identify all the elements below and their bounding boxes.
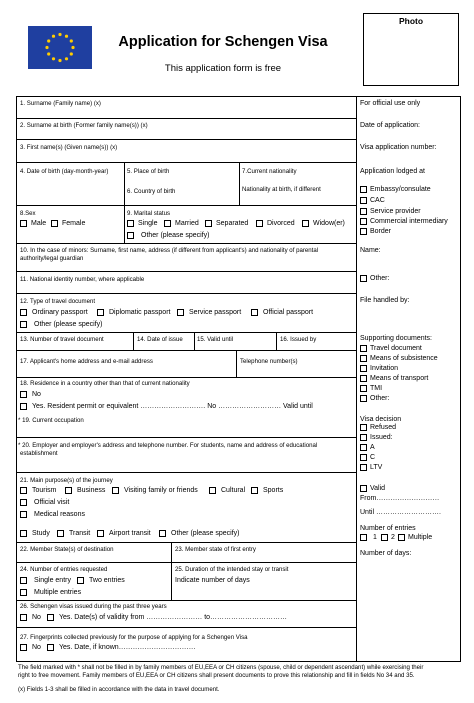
decision-refused-checkbox[interactable] xyxy=(360,424,367,431)
field-8-label: 8.Sex xyxy=(20,210,36,217)
purpose-study-label: Study xyxy=(32,530,50,537)
doc-invitation-label: Invitation xyxy=(370,365,399,372)
lodged-cac-label: CAC xyxy=(370,197,385,204)
lodged-embassy-label: Embassy/consulate xyxy=(370,186,431,193)
valid-from-label: From……………………… xyxy=(360,495,440,502)
passport-ordinary-label: Ordinary passport xyxy=(32,309,88,316)
row-divider xyxy=(16,118,356,119)
cell-divider xyxy=(124,162,125,243)
visas-no-label: No xyxy=(32,614,41,621)
decision-c-label: C xyxy=(370,454,376,461)
row-divider xyxy=(16,243,356,244)
marital-married-checkbox[interactable] xyxy=(164,220,171,227)
marital-divorced-checkbox[interactable] xyxy=(256,220,263,227)
purpose-other-checkbox[interactable] xyxy=(159,530,166,537)
field-23-label: 23. Member state of first entry xyxy=(175,546,256,553)
entries-number-label: Number of entries xyxy=(360,525,416,532)
purpose-airport-checkbox[interactable] xyxy=(97,530,104,537)
field-27-label: 27. Fingerprints collected previously for the purpose of applying for a Schengen Visa xyxy=(20,634,248,641)
decision-a-checkbox[interactable] xyxy=(360,444,367,451)
valid-label: Valid xyxy=(370,485,386,492)
lodged-other-label: Other: xyxy=(370,275,390,282)
visas-yes-checkbox[interactable] xyxy=(47,614,54,621)
purpose-official-checkbox[interactable] xyxy=(20,499,27,506)
doc-travel-label: Travel document xyxy=(370,345,422,352)
marital-married-label: Married xyxy=(175,220,199,227)
field-21-label: 21. Main purpose(s) of the journey xyxy=(20,477,113,484)
passport-service-label: Service passport xyxy=(189,309,242,316)
lodged-cac-checkbox[interactable] xyxy=(360,197,367,204)
passport-diplomatic-checkbox[interactable] xyxy=(97,309,104,316)
footer-note-3: (x) Fields 1-3 shall be filled in accordance with the data in travel document. xyxy=(18,686,220,693)
valid-until-label: Until ………………………. xyxy=(360,509,441,516)
field-17-label: 17. Applicant's home address and e-mail address xyxy=(20,358,153,365)
official-lodged-label: Application lodged at xyxy=(360,168,425,175)
entries-single-checkbox[interactable] xyxy=(20,577,27,584)
number-of-days-label: Number of days: xyxy=(360,550,412,557)
doc-other-checkbox[interactable] xyxy=(360,395,367,402)
field-16-label: 16. Issued by xyxy=(280,336,317,343)
field-12-label: 12. Type of travel document xyxy=(20,298,96,305)
doc-transport-label: Means of transport xyxy=(370,375,429,382)
row-divider xyxy=(16,542,356,543)
photo-label: Photo xyxy=(398,16,424,26)
lodged-border-checkbox[interactable] xyxy=(360,228,367,235)
purpose-medical-label: Medical reasons xyxy=(34,511,85,518)
purpose-tourism-label: Tourism xyxy=(32,487,57,494)
row-divider xyxy=(16,205,356,206)
row-divider xyxy=(16,332,356,333)
marital-single-label: Single xyxy=(138,220,158,227)
field-10-label: 10. In the case of minors: Surname, first name, address (if different from applicant's) and nationality of parental xyxy=(20,247,319,254)
passport-official-label: Official passport xyxy=(263,309,314,316)
lodged-embassy-checkbox[interactable] xyxy=(360,186,367,193)
fingerprints-yes-checkbox[interactable] xyxy=(47,644,54,651)
purpose-business-checkbox[interactable] xyxy=(65,487,72,494)
marital-widow-checkbox[interactable] xyxy=(302,220,309,227)
cell-divider xyxy=(239,162,240,205)
decision-a-label: A xyxy=(370,444,375,451)
field-9-label: 9. Marital status xyxy=(127,210,171,217)
field-4-label: 4. Date of birth (day-month-year) xyxy=(20,168,109,175)
field-26-label: 26. Schengen visas issued during the past three years xyxy=(20,603,167,610)
marital-other-label: Other (please specify) xyxy=(141,232,210,239)
purpose-sports-label: Sports xyxy=(263,487,284,494)
doc-other-label: Other: xyxy=(370,395,390,402)
entries-1-label: 1 xyxy=(373,534,377,541)
field-22-label: 22. Member State(s) of destination xyxy=(20,546,114,553)
marital-separated-label: Separated xyxy=(216,220,249,227)
cell-divider xyxy=(194,332,195,350)
supporting-docs-label: Supporting documents: xyxy=(360,335,432,342)
field-7b-label: Nationality at birth, if different xyxy=(242,186,321,193)
doc-subsistence-checkbox[interactable] xyxy=(360,355,367,362)
doc-transport-checkbox[interactable] xyxy=(360,375,367,382)
entries-1-checkbox[interactable] xyxy=(360,534,367,541)
cell-divider xyxy=(133,332,134,350)
row-divider xyxy=(16,162,356,163)
footer-note-1: The field marked with * shall not be filled in by family members of EU,EEA or CH citizens (spouse, child or dependent ascendant) while exercising their xyxy=(18,664,424,671)
purpose-medical-checkbox[interactable] xyxy=(20,511,27,518)
marital-widow-label: Widow(er) xyxy=(313,220,345,227)
field-14-label: 14. Date of issue xyxy=(137,336,183,343)
purpose-other-label: Other (please specify) xyxy=(171,530,240,537)
cell-divider xyxy=(236,350,237,377)
field-20-label: * 20. Employer and employer's address and telephone number. For students, name and address of educational xyxy=(18,442,318,449)
row-divider xyxy=(16,600,356,601)
row-divider xyxy=(16,437,356,438)
lodged-other-checkbox[interactable] xyxy=(360,275,367,282)
purpose-cultural-checkbox[interactable] xyxy=(209,487,216,494)
decision-c-checkbox[interactable] xyxy=(360,454,367,461)
doc-tmi-checkbox[interactable] xyxy=(360,385,367,392)
marital-separated-checkbox[interactable] xyxy=(205,220,212,227)
field-20-label-cont: establishment xyxy=(20,450,58,457)
official-visa-number-label: Visa application number: xyxy=(360,144,437,151)
row-divider xyxy=(16,627,356,628)
eu-flag-icon xyxy=(28,26,92,69)
fingerprints-yes-label: Yes. Date, if known…………………………… xyxy=(59,644,196,651)
purpose-cultural-label: Cultural xyxy=(221,487,246,494)
residence-yes-checkbox[interactable] xyxy=(20,403,27,410)
lodged-border-label: Border xyxy=(370,228,392,235)
sex-male-label: Male xyxy=(31,220,47,227)
entries-two-checkbox[interactable] xyxy=(77,577,84,584)
decision-issued-label: Issued: xyxy=(370,434,393,441)
row-divider xyxy=(16,562,356,563)
residence-no-label: No xyxy=(32,391,41,398)
entries-two-label: Two entries xyxy=(89,577,125,584)
field-11-label: 11. National identity number, where applicable xyxy=(20,276,145,283)
decision-issued-checkbox[interactable] xyxy=(360,434,367,441)
valid-checkbox[interactable] xyxy=(360,485,367,492)
passport-ordinary-checkbox[interactable] xyxy=(20,309,27,316)
lodged-intermediary-checkbox[interactable] xyxy=(360,218,367,225)
lodged-provider-checkbox[interactable] xyxy=(360,208,367,215)
purpose-airport-label: Airport transit xyxy=(109,530,151,537)
fingerprints-no-checkbox[interactable] xyxy=(20,644,27,651)
sex-male-checkbox[interactable] xyxy=(20,220,27,227)
field-1-label: 1. Surname (Family name) (x) xyxy=(20,100,101,107)
field-24-label: 24. Number of entries requested xyxy=(20,566,108,573)
field-10-label-cont: authority/legal guardian xyxy=(20,255,84,262)
purpose-business-label: Business xyxy=(77,487,106,494)
passport-other-checkbox[interactable] xyxy=(20,321,27,328)
entries-multiple-official-label: Multiple xyxy=(408,534,433,541)
column-divider xyxy=(356,96,357,662)
row-divider xyxy=(16,377,356,378)
marital-divorced-label: Divorced xyxy=(267,220,295,227)
field-3-label: 3. First name(s) (Given name(s)) (x) xyxy=(20,144,118,151)
field-15-label: 15. Valid until xyxy=(197,336,234,343)
passport-service-checkbox[interactable] xyxy=(177,309,184,316)
sex-female-checkbox[interactable] xyxy=(51,220,58,227)
official-date-label: Date of application: xyxy=(360,122,420,129)
marital-single-checkbox[interactable] xyxy=(127,220,134,227)
marital-other-checkbox[interactable] xyxy=(127,232,134,239)
page-subtitle: This application form is free xyxy=(164,63,282,74)
row-divider xyxy=(16,139,356,140)
residence-no-checkbox[interactable] xyxy=(20,391,27,398)
decision-ltv-checkbox[interactable] xyxy=(360,464,367,471)
field-13-label: 13. Number of travel document xyxy=(20,336,104,343)
passport-official-checkbox[interactable] xyxy=(251,309,258,316)
visa-decision-label: Visa decision xyxy=(360,416,402,423)
visas-no-checkbox[interactable] xyxy=(20,614,27,621)
purpose-official-label: Official visit xyxy=(34,499,70,506)
passport-other-label: Other (please specify) xyxy=(34,321,103,328)
row-divider xyxy=(16,472,356,473)
cell-divider xyxy=(276,332,277,350)
field-5-label: 5. Place of birth xyxy=(127,168,170,175)
field-6-label: 6. Country of birth xyxy=(127,188,176,195)
sex-female-label: Female xyxy=(62,220,86,227)
entries-2-label: 2 xyxy=(391,534,395,541)
entries-single-label: Single entry xyxy=(34,577,71,584)
decision-ltv-label: LTV xyxy=(370,464,383,471)
passport-diplomatic-label: Diplomatic passport xyxy=(109,309,171,316)
official-handled-label: File handled by: xyxy=(360,297,410,304)
cell-divider xyxy=(171,542,172,600)
field-25-days-label: Indicate number of days xyxy=(175,577,250,584)
visas-yes-label: Yes. Date(s) of validity from …………………… to…………………………… xyxy=(59,614,288,621)
entries-multiple-label: Multiple entries xyxy=(34,589,82,596)
row-divider xyxy=(16,350,356,351)
purpose-transit-label: Transit xyxy=(69,530,91,537)
footer-note-2: right to free movement. Family members of EU,EEA or CH citizens shall present documents to prove this relationship and fill in fields No 34 and 35. xyxy=(18,672,415,679)
entries-multiple-checkbox[interactable] xyxy=(20,589,27,596)
field-25-label: 25. Duration of the intended stay or transit xyxy=(175,566,289,573)
official-title: For official use only xyxy=(360,100,421,107)
row-divider xyxy=(16,271,356,272)
doc-tmi-label: TMI xyxy=(370,385,383,392)
lodged-intermediary-label: Commercial intermediary xyxy=(370,218,448,225)
purpose-sports-checkbox[interactable] xyxy=(251,487,258,494)
entries-multiple-official-checkbox[interactable] xyxy=(398,534,405,541)
lodged-provider-label: Service provider xyxy=(370,208,421,215)
purpose-study-checkbox[interactable] xyxy=(20,530,27,537)
purpose-visiting-label: Visiting family or friends xyxy=(124,487,198,494)
field-18-label: 18. Residence in a country other than that of current nationality xyxy=(20,380,190,387)
purpose-tourism-checkbox[interactable] xyxy=(20,487,27,494)
entries-2-checkbox[interactable] xyxy=(381,534,388,541)
field-17-phone-label: Telephone number(s) xyxy=(240,358,298,365)
purpose-transit-checkbox[interactable] xyxy=(57,530,64,537)
fingerprints-no-label: No xyxy=(32,644,41,651)
field-2-label: 2. Surname at birth (Former family name(s)) (x) xyxy=(20,122,148,129)
doc-invitation-checkbox[interactable] xyxy=(360,365,367,372)
field-7-label: 7.Current nationality xyxy=(242,168,297,175)
doc-subsistence-label: Means of subsistence xyxy=(370,355,438,362)
residence-yes-label: Yes. Resident permit or equivalent ………………………. No ……………………… Valid until xyxy=(32,403,313,410)
row-divider xyxy=(16,293,356,294)
page-title: Application for Schengen Visa xyxy=(118,34,328,50)
decision-refused-label: Refused xyxy=(370,424,397,431)
official-name-label: Name: xyxy=(360,247,381,254)
doc-travel-checkbox[interactable] xyxy=(360,345,367,352)
field-19-label: * 19. Current occupation xyxy=(18,417,84,424)
purpose-visiting-checkbox[interactable] xyxy=(112,487,119,494)
